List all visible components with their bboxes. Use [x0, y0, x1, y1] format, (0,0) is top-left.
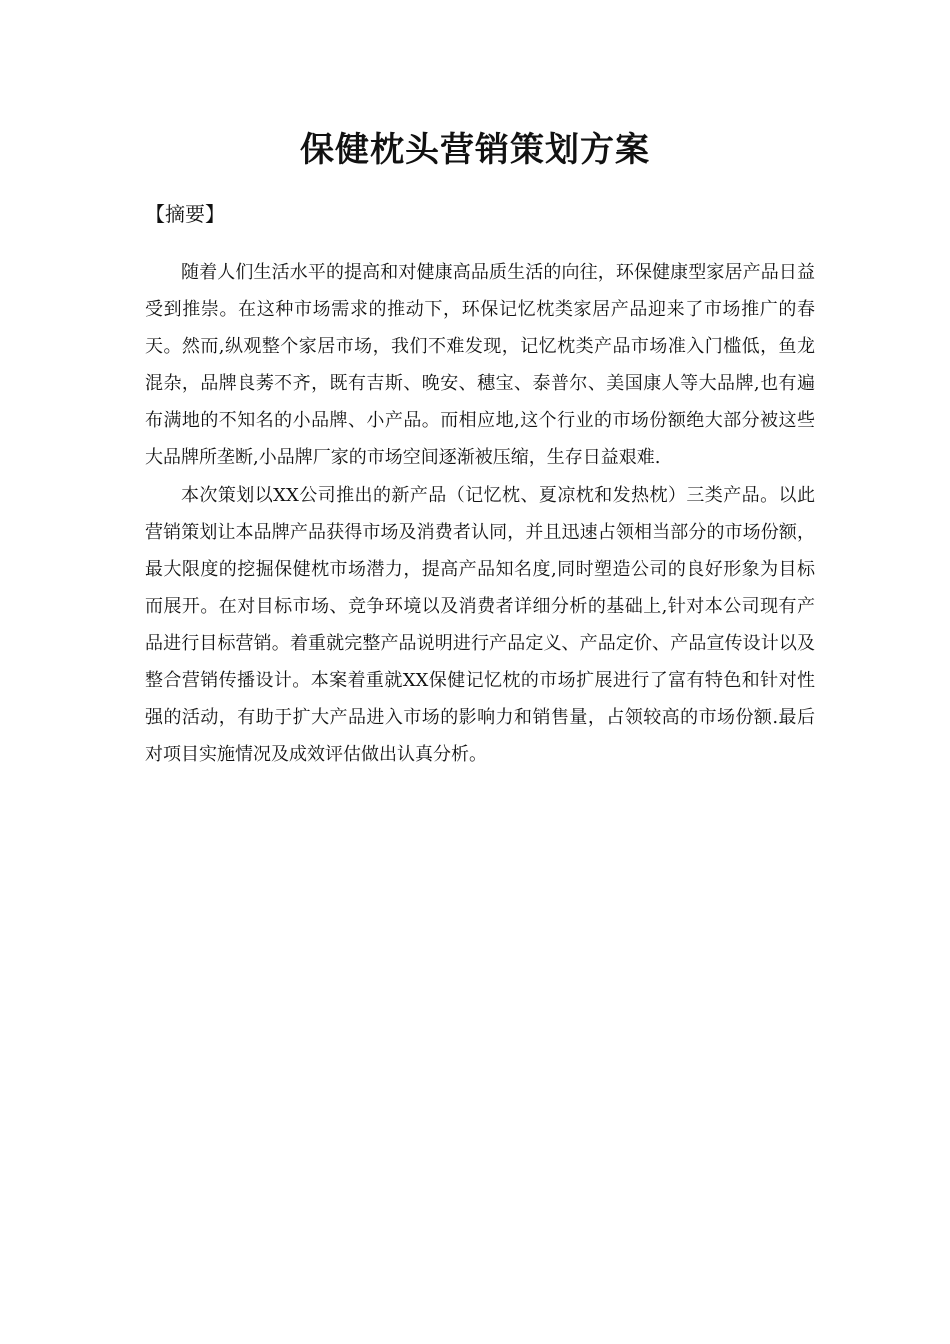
abstract-body: [145, 254, 815, 773]
abstract-paragraph-1: 随着人们生活水平的提高和对健康高品质生活的向往，环保健康型家居产品日益受到推崇。在这种市场需求的推动下，环保记忆枕类家居产品迎来了市场推广的春天。然而,纵观整个家居市场，我们不难发现，记忆枕类产品市场准入门槛低，鱼龙混杂，品牌良莠不齐，既有吉斯、晚安、穗宝、泰普尔、美国康人等大品牌,也有遍布满地的不知名的小品牌、小产品。而相应地,这个行业的市场份额绝大部分被这些大品牌所垄断,小品牌厂家的市场空间逐渐被压缩，生存日益艰难.: [145, 262, 815, 469]
abstract-paragraph-2: 本次策划以XX公司推出的新产品（记忆枕、夏凉枕和发热枕）三类产品。以此营销策划让本品牌产品获得市场及消费者认同，并且迅速占领相当部分的市场份额，最大限度的挖掘保健枕市场潜力，提高产品知名度,同时塑造公司的良好形象为目标而展开。在对目标市场、竞争环境以及消费者详细分析的基础上,针对本公司现有产品进行目标营销。着重就完整产品说明进行产品定义、产品定价、产品宣传设计以及整合营销传播设计。本案着重就XX保健记忆枕的市场扩展进行了富有特色和针对性强的活动，有助于扩大产品进入市场的影响力和销售量，占领较高的市场份额.最后对项目实施情况及成效评估做出认真分析。: [145, 484, 815, 766]
document-title: 保健枕头营销策划方案: [300, 130, 650, 170]
abstract-heading: 【摘要】: [145, 202, 225, 226]
